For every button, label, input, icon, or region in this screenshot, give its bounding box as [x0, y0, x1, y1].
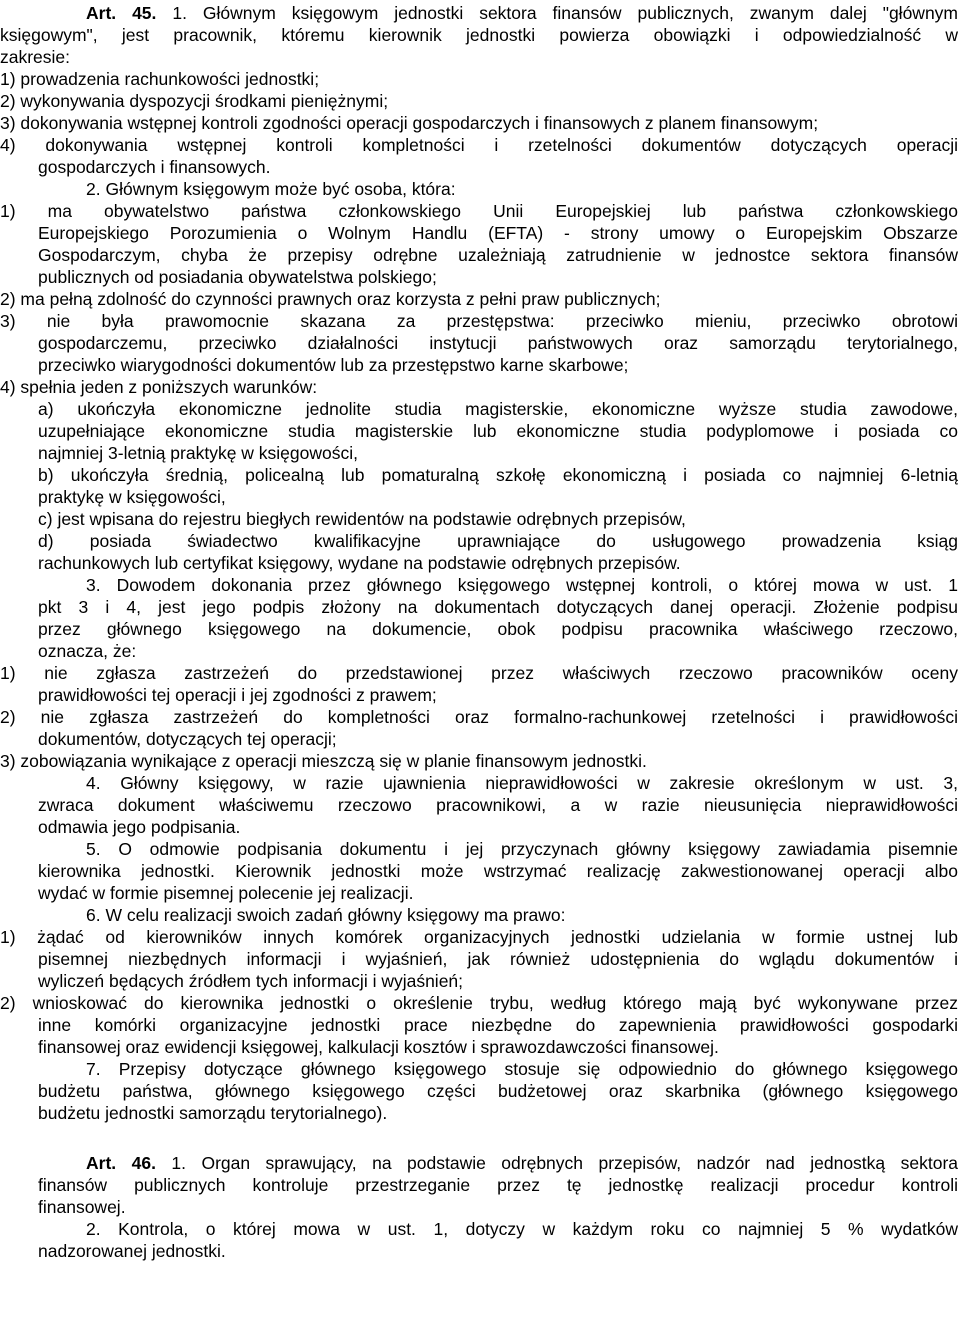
text-line — [38, 464, 958, 486]
text-line — [0, 200, 958, 222]
line-text: 1. Organ sprawujący, na podstawie odrębnych przepisów, nadzór nad jednostką sektora — [155, 1153, 959, 1173]
text-line — [38, 816, 958, 838]
text-line — [0, 112, 958, 134]
line-text: 1) żądać od kierowników innych komórek organizacyjnych jednostki udzielania w formie ustnej lub — [0, 927, 958, 947]
text-line — [38, 266, 958, 288]
line-text: wyliczeń będących źródłem tych informacji i wyjaśnień; — [38, 971, 464, 991]
line-text: d) posiada świadectwo kwalifikacyjne uprawniające do usługowego prowadzenia ksiąg — [38, 531, 958, 551]
line-text: Europejskiego Porozumienia o Wolnym Handlu (EFTA) - strony umowy o Europejskim Obszarze — [38, 223, 958, 243]
line-text: 5. O odmowie podpisania dokumentu i jej przyczynach główny księgowy zawiadamia pisemnie — [86, 839, 958, 859]
text-line — [38, 1174, 958, 1196]
line-text: przeciwko wiarygodności dokumentów lub za przestępstwo karne skarbowe; — [38, 355, 629, 375]
text-line — [86, 1218, 958, 1240]
line-text: gospodarczemu, przeciwko działalności instytucji państwowych oraz samorządu terytorialnego, — [38, 333, 958, 353]
text-line — [86, 1152, 958, 1174]
text-line — [0, 992, 958, 1014]
text-line — [38, 1196, 958, 1218]
line-text: prawidłowości tej operacji i jej zgodności z prawem; — [38, 685, 437, 705]
line-text: 4) dokonywania wstępnej kontroli kompletności i rzetelności dokumentów dotyczących operacji — [0, 135, 958, 155]
text-line — [86, 2, 958, 24]
article-heading: Art. 45. — [86, 3, 157, 23]
text-line — [38, 442, 958, 464]
line-text: 3. Dowodem dokonania przez głównego księgowego wstępnej kontroli, o której mowa w ust. 1 — [86, 575, 958, 595]
text-line — [0, 750, 958, 772]
text-line — [38, 508, 958, 530]
line-text: oznacza, że: — [38, 641, 137, 661]
line-text: budżetu państwa, głównego księgowego części budżetowej oraz skarbnika (głównego księgowego — [38, 1081, 958, 1101]
article-heading: Art. 46. — [86, 1153, 156, 1173]
text-line — [38, 398, 958, 420]
text-line — [38, 618, 958, 640]
line-text: finansów publicznych kontroluje przestrzeganie przez tę jednostkę realizacji procedur kontroli — [38, 1175, 958, 1195]
line-text: rachunkowych lub certyfikat księgowy, wydane na podstawie odrębnych przepisów. — [38, 553, 681, 573]
line-text: 2. Kontrola, o której mowa w ust. 1, dotyczy w każdym roku co najmniej 5 % wydatków — [86, 1219, 958, 1239]
line-text: publicznych od posiadania obywatelstwa polskiego; — [38, 267, 437, 287]
line-text: b) ukończyła średnią, policealną lub pomaturalną szkołę ekonomiczną i posiada co najmniej 6-letnią — [38, 465, 958, 485]
text-line — [38, 1102, 958, 1124]
line-text: 1) ma obywatelstwo państwa członkowskiego Unii Europejskiej lub państwa członkowskiego — [0, 201, 958, 221]
text-line — [38, 552, 958, 574]
line-text: finansowej oraz ewidencji księgowej, kalkulacji kosztów i sprawozdawczości finansowej. — [38, 1037, 719, 1057]
line-text: 4. Główny księgowy, w razie ujawnienia nieprawidłowości w zakresie określonym w ust. 3, — [86, 773, 958, 793]
text-line — [38, 728, 958, 750]
text-line — [0, 288, 958, 310]
line-text: 6. W celu realizacji swoich zadań główny księgowy ma prawo: — [86, 905, 566, 925]
line-text: 3) zobowiązania wynikające z operacji mieszczą się w planie finansowym jednostki. — [0, 751, 647, 771]
line-text: 2) ma pełną zdolność do czynności prawnych oraz korzysta z pełni praw publicznych; — [0, 289, 661, 309]
line-text: 2) nie zgłasza zastrzeżeń do kompletności oraz formalno-rachunkowej rzetelności i prawidłowości — [0, 707, 958, 727]
text-line — [38, 948, 958, 970]
line-text: inne komórki organizacyjne jednostki prace niezbędne do zapewnienia prawidłowości gospodarki — [38, 1015, 958, 1035]
text-line — [38, 222, 958, 244]
line-text: pisemnej niezbędnych informacji i wyjaśnień, jak również udostępnienia do wglądu dokumentów i — [38, 949, 958, 969]
line-text: odmawia jego podpisania. — [38, 817, 241, 837]
line-text: Gospodarczym, chyba że przepisy odrębne uzależniają zatrudnienie w jednostce sektora finansów — [38, 245, 958, 265]
text-line — [38, 1036, 958, 1058]
text-line — [38, 354, 958, 376]
text-line — [0, 706, 958, 728]
line-text: 3) nie była prawomocnie skazana za przestępstwa: przeciwko mieniu, przeciwko obrotowi — [0, 311, 958, 331]
text-line — [38, 1240, 958, 1262]
text-line — [0, 926, 958, 948]
text-line — [38, 486, 958, 508]
text-line — [38, 684, 958, 706]
line-text: wydać w formie pisemnej polecenie jej realizacji. — [38, 883, 414, 903]
line-text: 1) prowadzenia rachunkowości jednostki; — [0, 69, 320, 89]
line-text: finansowej. — [38, 1197, 126, 1217]
text-line — [0, 134, 958, 156]
text-line — [38, 530, 958, 552]
line-text: 1) nie zgłasza zastrzeżeń do przedstawionej przez właściwych rzeczowo pracowników oceny — [0, 663, 958, 683]
line-text: budżetu jednostki samorządu terytorialnego). — [38, 1103, 388, 1123]
line-text: zwraca dokument właściwemu rzeczowo pracownikowi, a w razie nieusunięcia nieprawidłowości — [38, 795, 958, 815]
text-line — [38, 332, 958, 354]
text-line — [38, 794, 958, 816]
text-line — [0, 24, 958, 46]
line-text: 2. Głównym księgowym może być osoba, która: — [86, 179, 456, 199]
line-text: 4) spełnia jeden z poniższych warunków: — [0, 377, 318, 397]
text-line — [86, 838, 958, 860]
text-line — [38, 640, 958, 662]
text-line — [0, 376, 958, 398]
line-text: nadzorowanej jednostki. — [38, 1241, 226, 1261]
text-line — [38, 420, 958, 442]
text-line — [86, 574, 958, 596]
line-text: 2) wykonywania dyspozycji środkami pieniężnymi; — [0, 91, 389, 111]
line-text: najmniej 3-letnią praktykę w księgowości, — [38, 443, 358, 463]
line-text: praktykę w księgowości, — [38, 487, 226, 507]
line-text: zakresie: — [0, 47, 71, 67]
text-line — [38, 1014, 958, 1036]
text-line — [38, 596, 958, 618]
text-line — [38, 244, 958, 266]
text-line — [38, 860, 958, 882]
line-text: 2) wnioskować do kierownika jednostki o określenie trybu, według którego mają być wykonywane przez — [0, 993, 958, 1013]
text-line — [0, 68, 958, 90]
text-line — [38, 156, 958, 178]
text-line — [38, 882, 958, 904]
text-line — [86, 178, 958, 200]
line-text: uzupełniające ekonomiczne studia magisterskie lub ekonomiczne studia podyplomowe i posiada co — [38, 421, 958, 441]
text-line — [38, 970, 958, 992]
line-text: kierownika jednostki. Kierownik jednostki może wstrzymać realizację zakwestionowanej operacji albo — [38, 861, 958, 881]
line-text: gospodarczych i finansowych. — [38, 157, 271, 177]
text-line — [86, 772, 958, 794]
line-text: przez głównego księgowego na dokumencie, obok podpisu pracownika właściwego rzeczowo, — [38, 619, 958, 639]
text-line — [0, 662, 958, 684]
line-text: księgowym", jest pracownik, któremu kierownik jednostki powierza obowiązki i odpowiedzialność w — [0, 25, 958, 45]
line-text: 3) dokonywania wstępnej kontroli zgodności operacji gospodarczych i finansowych z planem finansowym; — [0, 113, 819, 133]
line-text: a) ukończyła ekonomiczne jednolite studia magisterskie, ekonomiczne wyższe studia zawodowe, — [38, 399, 958, 419]
line-text: c) jest wpisana do rejestru biegłych rewidentów na podstawie odrębnych przepisów, — [38, 509, 686, 529]
text-line — [38, 1080, 958, 1102]
line-text: dokumentów, dotyczących tej operacji; — [38, 729, 337, 749]
text-line — [0, 46, 958, 68]
text-line — [0, 310, 958, 332]
text-line — [86, 904, 958, 926]
text-line — [0, 90, 958, 112]
line-text: 7. Przepisy dotyczące głównego księgowego stosuje się odpowiednio do głównego księgowego — [86, 1059, 958, 1079]
text-line — [86, 1058, 958, 1080]
line-text: 1. Głównym księgowym jednostki sektora finansów publicznych, zwanym dalej "głównym — [156, 3, 959, 23]
line-text: pkt 3 i 4, jest jego podpis złożony na dokumentach dotyczących danej operacji. Złożenie podpisu — [38, 597, 958, 617]
